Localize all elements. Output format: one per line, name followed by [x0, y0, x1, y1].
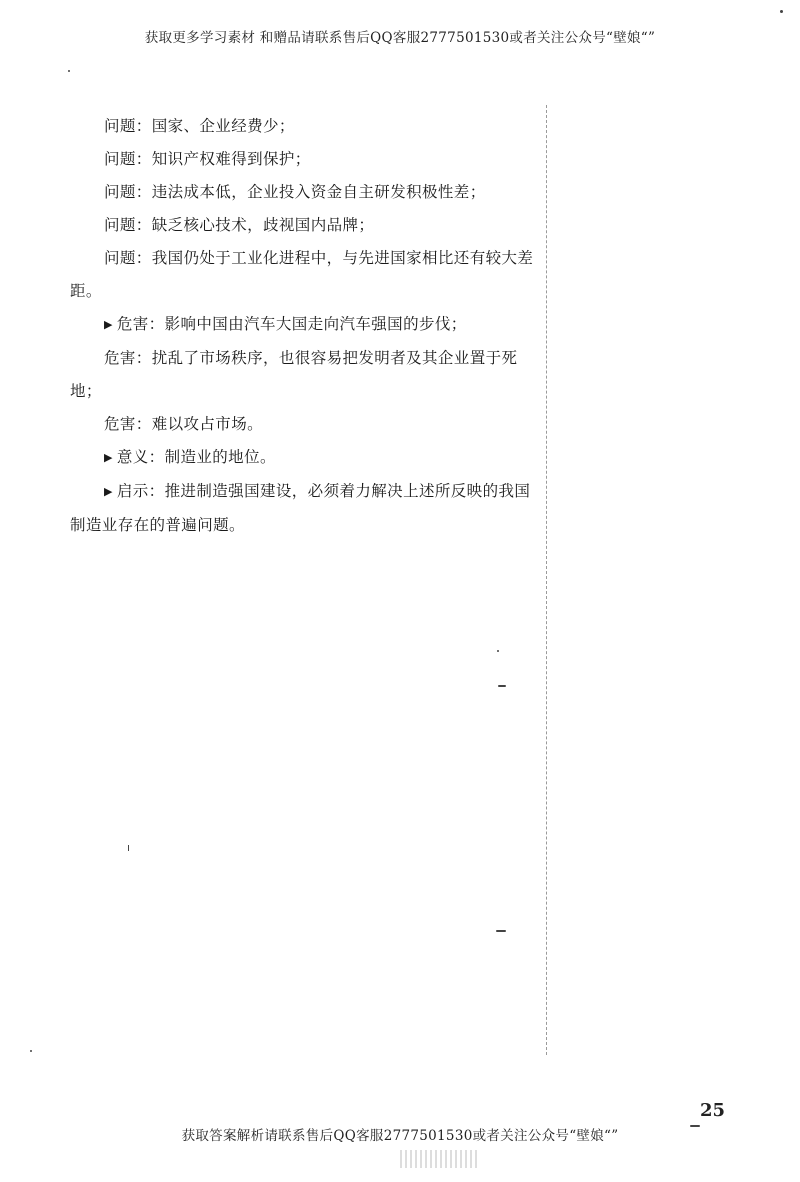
paragraph-problem-5: [70, 242, 540, 308]
paragraph-text: 违法成本低，企业投入资金自主研发积极性差；: [151, 183, 486, 201]
paragraph-text: 国家、企业经费少；: [151, 117, 295, 135]
margin-dashed-line: [546, 105, 547, 1055]
scan-speck: [496, 930, 506, 932]
paragraph-label: 意义：: [116, 448, 165, 466]
scan-speck: [498, 685, 506, 687]
paragraph-label: 危害：: [104, 349, 152, 367]
scan-noise: [400, 1150, 480, 1168]
paragraph-label: 问题：: [104, 249, 152, 267]
scan-speck: [780, 10, 783, 13]
paragraph-problem-2: [70, 143, 540, 176]
paragraph-problem-4: [70, 209, 540, 242]
scan-speck: [30, 1050, 32, 1052]
paragraph-text: 制造业的地位。: [164, 448, 276, 466]
scan-speck: [68, 70, 70, 72]
paragraph-significance: [70, 441, 540, 475]
page-number: 25: [700, 1100, 726, 1121]
paragraph-text: 缺乏核心技术，歧视国内品牌；: [151, 216, 375, 234]
paragraph-label: 问题：: [104, 117, 152, 135]
paragraph-text: 难以攻占市场。: [151, 415, 264, 433]
paragraph-label: 启示：: [116, 482, 165, 500]
paragraph-problem-3: [70, 176, 540, 209]
paragraph-text: 推进制造强国建设，必须着力解决上述所反映的我国制造业存在的普遍问题。: [70, 482, 531, 534]
paragraph-harm-1: [70, 308, 540, 342]
paragraph-label: 危害：: [116, 315, 165, 333]
paragraph-text: 影响中国由汽车大国走向汽车强国的步伐；: [164, 315, 467, 333]
scan-speck: [128, 845, 129, 851]
document-body: [70, 110, 540, 542]
page-footer-notice: 获取答案解析请联系售后QQ客服2777501530或者关注公众号“壁娘“”: [181, 1128, 619, 1144]
scan-speck: [690, 1125, 700, 1127]
paragraph-text: 知识产权难得到保护；: [151, 150, 311, 168]
bullet-arrow-icon: ▶: [104, 451, 113, 464]
bullet-arrow-icon: ▶: [104, 318, 113, 331]
paragraph-harm-2: [70, 342, 540, 408]
paragraph-label: 问题：: [104, 150, 152, 168]
bullet-arrow-icon: ▶: [104, 485, 113, 498]
scan-speck: [497, 650, 499, 652]
paragraph-label: 问题：: [104, 216, 152, 234]
paragraph-text: 我国仍处于工业化进程中，与先进国家相比还有较大差距。: [70, 249, 534, 300]
paragraph-label: 危害：: [104, 415, 152, 433]
paragraph-text: 扰乱了市场秩序，也很容易把发明者及其企业置于死地；: [70, 349, 518, 400]
paragraph-insight: [70, 475, 540, 542]
paragraph-problem-1: [70, 110, 540, 143]
paragraph-harm-3: [70, 408, 540, 441]
paragraph-label: 问题：: [104, 183, 152, 201]
page-header-notice: 获取更多学习素材 和赠品请联系售后QQ客服2777501530或者关注公众号“壁娘“”: [144, 30, 656, 46]
